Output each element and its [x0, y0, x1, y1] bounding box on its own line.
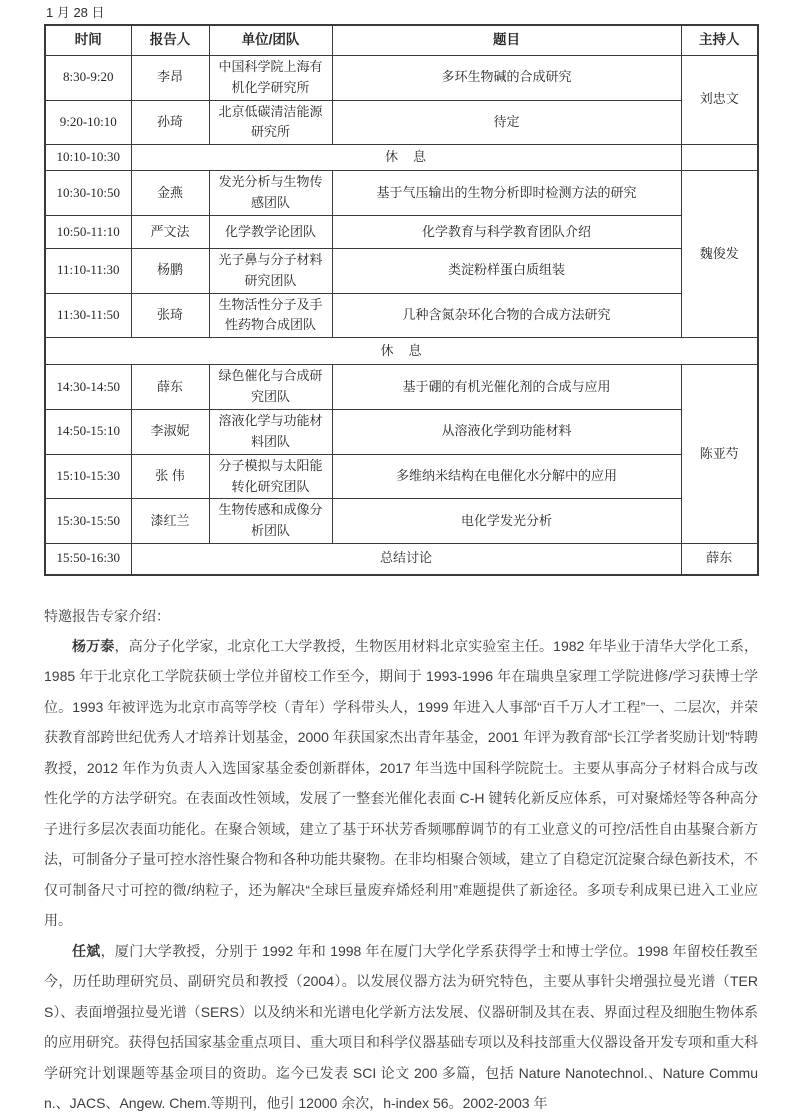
speaker-cell: 漆红兰	[131, 499, 209, 544]
expert-paragraph	[44, 936, 758, 1119]
table-header-row	[45, 25, 758, 55]
col-header-speaker: 报告人	[131, 25, 209, 55]
unit-cell: 发光分析与生物传感团队	[209, 171, 332, 216]
table-row	[45, 171, 758, 216]
title-cell: 多维纳米结构在电催化水分解中的应用	[332, 454, 681, 499]
expert-paragraph	[44, 631, 758, 936]
speaker-cell: 张琦	[131, 293, 209, 338]
speaker-cell: 孙琦	[131, 100, 209, 145]
expert-bio: ，高分子化学家，北京化工大学教授，生物医用材料北京实验室主任。1982 年毕业于清华大学化工系，1985 年于北京化工学院获硕士学位并留校工作至今，期间于 1993-1996 年在瑞典皇家理工学院进修/学习获博士学位。1993 年被评选为北京市高等学校（青年）学科带头人，1999 年进入人事部“百千万人才工程”一、二层次，并荣获教育部跨世纪优秀人才培养计划基金，2000 年获国家杰出青年基金，2001 年评为教育部“长江学者奖励计划”特聘教授，2012 年作为负责人入选国家基金委创新群体，2017 年当选中国科学院院士。主要从事高分子材料合成与改性化学的方法学研究。在表面改性领域，发展了一整套光催化表面 C-H 键转化新反应体系，可对聚烯烃等各种高分子进行多层次表面功能化。在聚合领域，建立了基于环状芳香频哪醇调节的有工业意义的可控/活性自由基聚合新方法，可制备分子量可控水溶性聚合物和各种功能共聚物。在非均相聚合领域，建立了自稳定沉淀聚合绿色新技术，不仅可制备尺寸可控的微/纳粒子，还为解决“全球巨量废弃烯烃利用”难题提供了新途径。多项专利成果已进入工业应用。	[44, 637, 758, 929]
title-cell: 基于硼的有机光催化剂的合成与应用	[332, 365, 681, 410]
host-cell: 刘忠文	[681, 55, 758, 145]
title-cell: 待定	[332, 100, 681, 145]
expert-name: 杨万泰	[72, 637, 115, 654]
expert-bio: ，厦门大学教授，分别于 1992 年和 1998 年在厦门大学化学系获得学士和博士学位。1998 年留校任教至今，历任助理研究员、副研究员和教授（2004）。以发展仪器方法为研究特色，主要从事针尖增强拉曼光谱（TERS）、表面增强拉曼光谱（SERS）以及纳米和光谱电化学新方法发展、仪器研制及其在表、界面过程及细胞生物体系的应用研究。获得包括国家基金重点项目、重大项目和科学仪器基础专项以及科技部重大仪器设备开发专项和重大科学研究计划课题等基金项目的资助。迄今已发表 SCI 论文 200 多篇，包括 Nature Nanotechnol.、Nature Commun.、JACS、Angew. Chem.等期刊，他引 12000 余次，h-index 56。2002-2003 年	[44, 942, 759, 1112]
table-row	[45, 365, 758, 410]
col-header-time: 时间	[45, 25, 131, 55]
unit-cell: 化学教学论团队	[209, 216, 332, 249]
break-cell: 休 息	[131, 145, 681, 171]
title-cell: 从溶液化学到功能材料	[332, 409, 681, 454]
time-cell: 14:30-14:50	[45, 365, 131, 410]
summary-cell: 总结讨论	[131, 544, 681, 575]
unit-cell: 溶液化学与功能材料团队	[209, 409, 332, 454]
speaker-cell: 李昂	[131, 55, 209, 100]
time-cell: 14:50-15:10	[45, 409, 131, 454]
break-row	[45, 338, 758, 365]
time-cell: 10:30-10:50	[45, 171, 131, 216]
col-header-title: 题目	[332, 25, 681, 55]
col-header-host: 主持人	[681, 25, 758, 55]
time-cell: 8:30-9:20	[45, 55, 131, 100]
host-cell-empty	[681, 145, 758, 171]
time-cell: 15:10-15:30	[45, 454, 131, 499]
table-row	[45, 100, 758, 145]
title-cell: 类淀粉样蛋白质组装	[332, 249, 681, 294]
unit-cell: 绿色催化与合成研究团队	[209, 365, 332, 410]
speaker-cell: 杨鹏	[131, 249, 209, 294]
time-cell: 11:30-11:50	[45, 293, 131, 338]
table-row	[45, 216, 758, 249]
table-row	[45, 409, 758, 454]
unit-cell: 中国科学院上海有机化学研究所	[209, 55, 332, 100]
schedule-table	[44, 24, 759, 576]
speaker-cell: 薛东	[131, 365, 209, 410]
unit-cell: 分子模拟与太阳能转化研究团队	[209, 454, 332, 499]
title-cell: 几种含氮杂环化合物的合成方法研究	[332, 293, 681, 338]
time-cell: 9:20-10:10	[45, 100, 131, 145]
break-cell: 休 息	[45, 338, 758, 365]
table-row	[45, 293, 758, 338]
table-row	[45, 454, 758, 499]
speaker-cell: 张 伟	[131, 454, 209, 499]
intro-heading: 特邀报告专家介绍：	[44, 607, 170, 624]
unit-cell: 生物活性分子及手性药物合成团队	[209, 293, 332, 338]
table-row	[45, 55, 758, 100]
host-cell: 魏俊发	[681, 171, 758, 338]
unit-cell: 北京低碳清洁能源研究所	[209, 100, 332, 145]
title-cell: 化学教育与科学教育团队介绍	[332, 216, 681, 249]
table-row	[45, 499, 758, 544]
host-cell: 陈亚芍	[681, 365, 758, 544]
break-row	[45, 145, 758, 171]
time-cell: 15:50-16:30	[45, 544, 131, 575]
time-cell: 11:10-11:30	[45, 249, 131, 294]
summary-row	[45, 544, 758, 575]
time-cell: 10:50-11:10	[45, 216, 131, 249]
unit-cell: 光子鼻与分子材料研究团队	[209, 249, 332, 294]
speaker-cell: 李淑妮	[131, 409, 209, 454]
title-cell: 电化学发光分析	[332, 499, 681, 544]
unit-cell: 生物传感和成像分析团队	[209, 499, 332, 544]
host-cell: 薛东	[681, 544, 758, 575]
expert-name: 任斌	[72, 942, 101, 959]
experts-intro-section	[44, 601, 758, 1119]
title-cell: 基于气压输出的生物分析即时检测方法的研究	[332, 171, 681, 216]
speaker-cell: 金燕	[131, 171, 209, 216]
title-cell: 多环生物碱的合成研究	[332, 55, 681, 100]
speaker-cell: 严文法	[131, 216, 209, 249]
table-row	[45, 249, 758, 294]
date-label: 1 月 28 日	[46, 5, 105, 20]
col-header-unit: 单位/团队	[209, 25, 332, 55]
time-cell: 10:10-10:30	[45, 145, 131, 171]
time-cell: 15:30-15:50	[45, 499, 131, 544]
